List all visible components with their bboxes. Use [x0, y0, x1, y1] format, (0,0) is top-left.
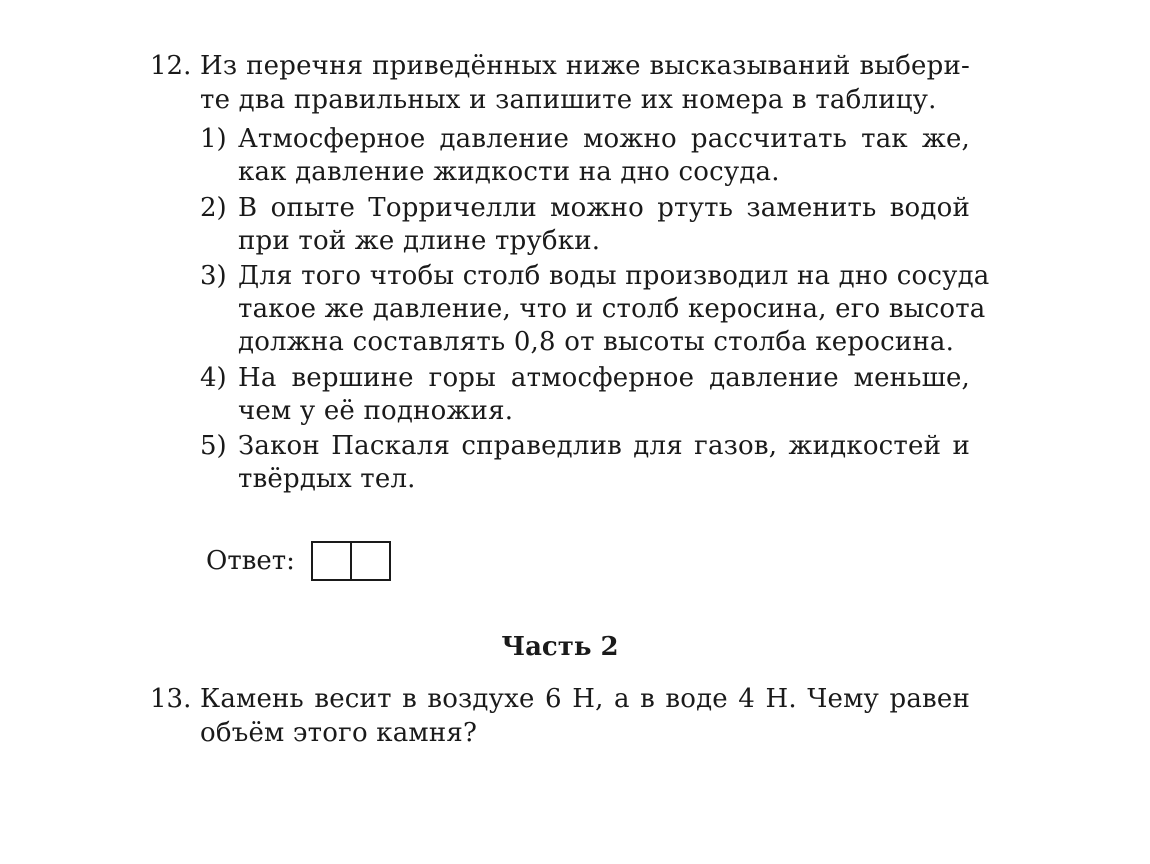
- option-1-label: 1): [200, 124, 227, 154]
- option-4-text-line-2: чем у её подножия.: [238, 396, 514, 426]
- option-4-label: 4): [200, 363, 227, 393]
- option-1-text-line-2: как давление жидкости на дно сосуда.: [238, 157, 780, 187]
- answer-cell-1[interactable]: [313, 543, 350, 579]
- answer-cell-2[interactable]: [350, 543, 389, 579]
- option-5-label: 5): [200, 431, 227, 461]
- option-3-label: 3): [200, 261, 227, 291]
- option-3-text-line-3: должна составлять 0,8 от высоты столба керосина.: [238, 327, 955, 357]
- question-13-number: 13.: [150, 684, 192, 714]
- question-13-text-line-2: объём этого камня?: [200, 718, 478, 748]
- option-2-text-line-2: при той же длине трубки.: [238, 226, 601, 256]
- option-2-label: 2): [200, 193, 227, 223]
- question-12-text-line-1: Из перечня приведённых ниже высказываний выбери-: [200, 51, 970, 81]
- option-3-text-line-1: Для того чтобы столб воды производил на дно сосуда: [238, 261, 990, 291]
- question-13-text-line-1: Камень весит в воздухе 6 Н, а в воде 4 Н. Чему равен: [200, 684, 970, 714]
- option-2-text-line-1: В опыте Торричелли можно ртуть заменить водой: [238, 193, 970, 223]
- question-12-text-line-2: те два правильных и запишите их номера в таблицу.: [200, 85, 937, 115]
- answer-label: Ответ:: [206, 546, 295, 576]
- option-4-text-line-1: На вершине горы атмосферное давление меньше,: [238, 363, 970, 393]
- option-5-text-line-1: Закон Паскаля справедлив для газов, жидкостей и: [238, 431, 970, 461]
- option-1-text-line-1: Атмосферное давление можно рассчитать так же,: [238, 124, 970, 154]
- answer-box[interactable]: [311, 541, 391, 581]
- question-12-number: 12.: [150, 51, 192, 81]
- part-2-title: Часть 2: [501, 632, 619, 662]
- option-5-text-line-2: твёрдых тел.: [238, 464, 416, 494]
- option-3-text-line-2: такое же давление, что и столб керосина, его высота: [238, 294, 986, 324]
